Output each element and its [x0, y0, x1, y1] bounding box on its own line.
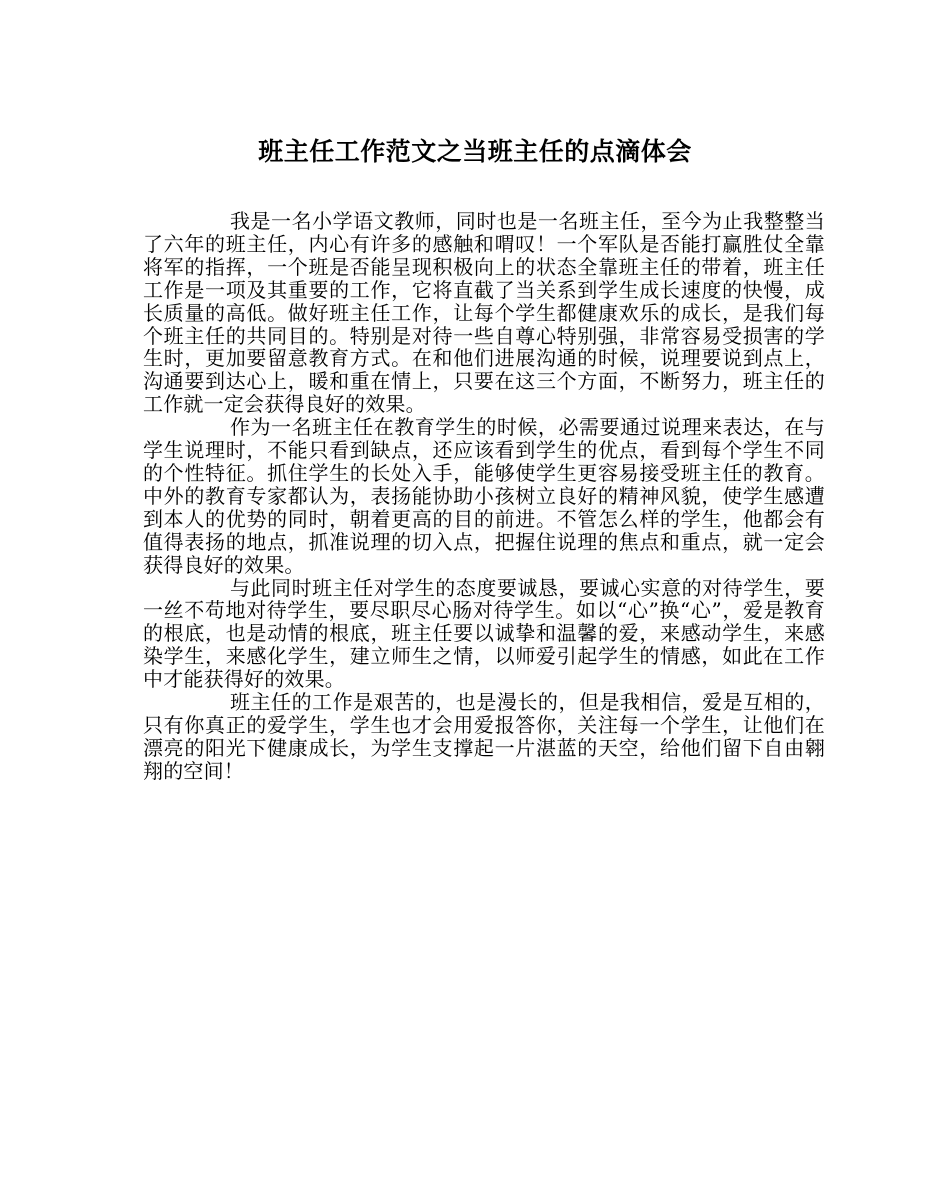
paragraph-3: 与此同时班主任对学生的态度要诚恳，要诚心实意的对待学生，要一丝不苟地对待学生，要尽职尽心肠对待学生。如以“心”换“心”，爱是教育的根底，也是动情的根底，班主任要以诚挚和温馨的爱，来感动学生，来感染学生，来感化学生，建立师生之情，以师爱引起学生的情感，如此在工作中才能获得好的效果。 [143, 575, 825, 692]
document-title: 班主任工作范文之当班主任的点滴体会 [258, 137, 692, 166]
document-body [143, 210, 825, 783]
paragraph-2: 作为一名班主任在教育学生的时候，必需要通过说理来表达，在与学生说理时，不能只看到缺点，还应该看到学生的优点，看到每个学生不同的个性特征。抓住学生的长处入手，能够使学生更容易接受班主任的教育。中外的教育专家都认为，表扬能协助小孩树立良好的精神风貌，使学生感遭到本人的优势的同时，朝着更高的目的前进。不管怎么样的学生，他都会有值得表扬的地点，抓准说理的切入点，把握住说理的焦点和重点，就一定会获得良好的效果。 [143, 415, 825, 577]
paragraph-4: 班主任的工作是艰苦的，也是漫长的，但是我相信，爱是互相的，只有你真正的爱学生，学生也才会用爱报答你，关注每一个学生，让他们在漂亮的阳光下健康成长，为学生支撑起一片湛蓝的天空，给他们留下自由翱翔的空间！ [143, 690, 825, 783]
paragraph-1: 我是一名小学语文教师，同时也是一名班主任，至今为止我整整当了六年的班主任，内心有许多的感触和喟叹！一个军队是否能打赢胜仗全靠将军的指挥，一个班是否能呈现积极向上的状态全靠班主任的带着，班主任工作是一项及其重要的工作，它将直截了当关系到学生成长速度的快慢，成长质量的高低。做好班主任工作，让每个学生都健康欢乐的成长，是我们每个班主任的共同目的。特别是对待一些自尊心特别强，非常容易受损害的学生时，更加要留意教育方式。在和他们进展沟通的时候，说理要说到点上，沟通要到达心上，暖和重在情上，只要在这三个方面，不断努力，班主任的工作就一定会获得良好的效果。 [143, 209, 825, 417]
